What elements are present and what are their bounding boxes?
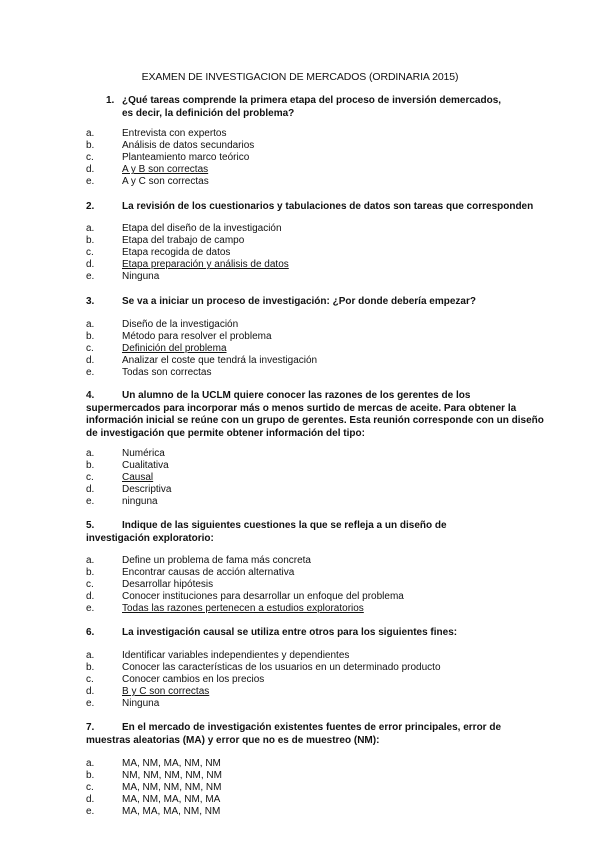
option-4c-correct: c. Causal (86, 472, 154, 484)
option-2a: a. Etapa del diseño de la investigación (86, 223, 282, 234)
option-3d: d. Analizar el coste que tendrá la investigación (86, 355, 318, 367)
question-number: 1. (106, 95, 115, 106)
option-7c: c. MA, NM, NM, NM, NM (86, 782, 222, 794)
question-number: 7. (86, 722, 95, 733)
option-6d-correct: d. B y C son correctas (86, 686, 210, 698)
option-1d-correct: d. A y B son correctas (86, 164, 209, 176)
option-1c: c. Planteamiento marco teórico (86, 152, 250, 164)
option-4b: b. Cualitativa (86, 460, 169, 472)
option-2d-correct: d. Etapa preparación y análisis de datos (86, 259, 289, 271)
option-7b: b. NM, NM, NM, NM, NM (86, 770, 222, 782)
question-6 (86, 627, 540, 640)
option-2b: b. Etapa del trabajo de campo (86, 235, 245, 247)
option-7a: a. MA, NM, MA, NM, NM (86, 758, 221, 769)
options-4 (86, 448, 546, 508)
option-6c: c. Conocer cambios en los precios (86, 674, 265, 686)
question-1 (106, 95, 516, 120)
question-number: 2. (86, 201, 95, 212)
option-3e: e. Todas son correctas (86, 367, 212, 379)
option-2e: e. Ninguna (86, 271, 160, 283)
option-5e-correct: e. Todas las razones pertenecen a estudios exploratorios (86, 603, 364, 615)
option-3a: a. Diseño de la investigación (86, 319, 239, 330)
question-text: ¿Qué tareas comprende la primera etapa del proceso de inversión demercados, (122, 95, 502, 106)
option-7d: d. MA, NM, MA, NM, MA (86, 794, 221, 806)
option-5b: b. Encontrar causas de acción alternativa (86, 567, 295, 579)
option-3c-correct: c. Definición del problema (86, 343, 227, 355)
option-1b: b. Análisis de datos secundarios (86, 140, 255, 152)
question-text: La revisión de los cuestionarios y tabulaciones de datos son tareas que corresponden (122, 201, 534, 212)
option-5c: c. Desarrollar hipótesis (86, 579, 214, 591)
question-2 (86, 201, 540, 214)
option-5d: d. Conocer instituciones para desarrollar un enfoque del problema (86, 591, 404, 603)
option-1a: a. Entrevista con expertos (86, 128, 227, 139)
question-text: La investigación causal se utiliza entre otros para los siguientes fines: (122, 627, 458, 638)
option-1e: e. A y C son correctas (86, 176, 209, 188)
option-3b: b. Método para resolver el problema (86, 331, 272, 343)
question-number: 4. (86, 390, 95, 401)
options-2 (86, 223, 546, 283)
question-5 (86, 520, 486, 545)
option-6a: a. Identificar variables independientes y dependientes (86, 650, 350, 661)
question-text: En el mercado de investigación existentes fuentes de error principales, error de muestras aleatorias (MA) y error que no es de muestreo (NM): (86, 722, 502, 746)
options-6 (86, 650, 546, 710)
option-2c: c. Etapa recogida de datos (86, 247, 231, 259)
options-7 (86, 758, 546, 818)
question-text-continued: es decir, la definición del problema? (122, 107, 295, 119)
options-5 (86, 555, 546, 615)
option-6b: b. Conocer las características de los usuarios en un determinado producto (86, 662, 441, 674)
exam-title: EXAMEN DE INVESTIGACION DE MERCADOS (ORDINARIA 2015) (141, 71, 459, 83)
question-number: 6. (86, 627, 95, 638)
question-text: Indique de las siguientes cuestiones la que se refleja a un diseño de investigación exploratorio: (86, 520, 447, 544)
option-4e: e. ninguna (86, 496, 158, 508)
question-text: Un alumno de la UCLM quiere conocer las razones de los gerentes de los supermercados para incorporar más o menos surtido de mercas de aceite. Para obtener la información inicial se reúne con un grupo de gerentes. Esta reunión corresponde con un diseño de investigación que permite obtener información del tipo: (86, 390, 544, 439)
question-4 (86, 390, 546, 440)
option-4d: d. Descriptiva (86, 484, 172, 496)
option-5a: a. Define un problema de fama más concreta (86, 555, 311, 566)
option-7e: e. MA, MA, MA, NM, NM (86, 806, 221, 818)
option-4a: a. Numérica (86, 448, 165, 459)
options-3 (86, 319, 546, 379)
question-7 (86, 722, 546, 747)
question-number: 5. (86, 520, 95, 531)
option-6e: e. Ninguna (86, 698, 160, 710)
question-number: 3. (86, 296, 95, 307)
question-text: Se va a iniciar un proceso de investigación: ¿Por donde debería empezar? (122, 296, 476, 307)
options-1 (86, 128, 546, 188)
question-3 (86, 296, 540, 309)
